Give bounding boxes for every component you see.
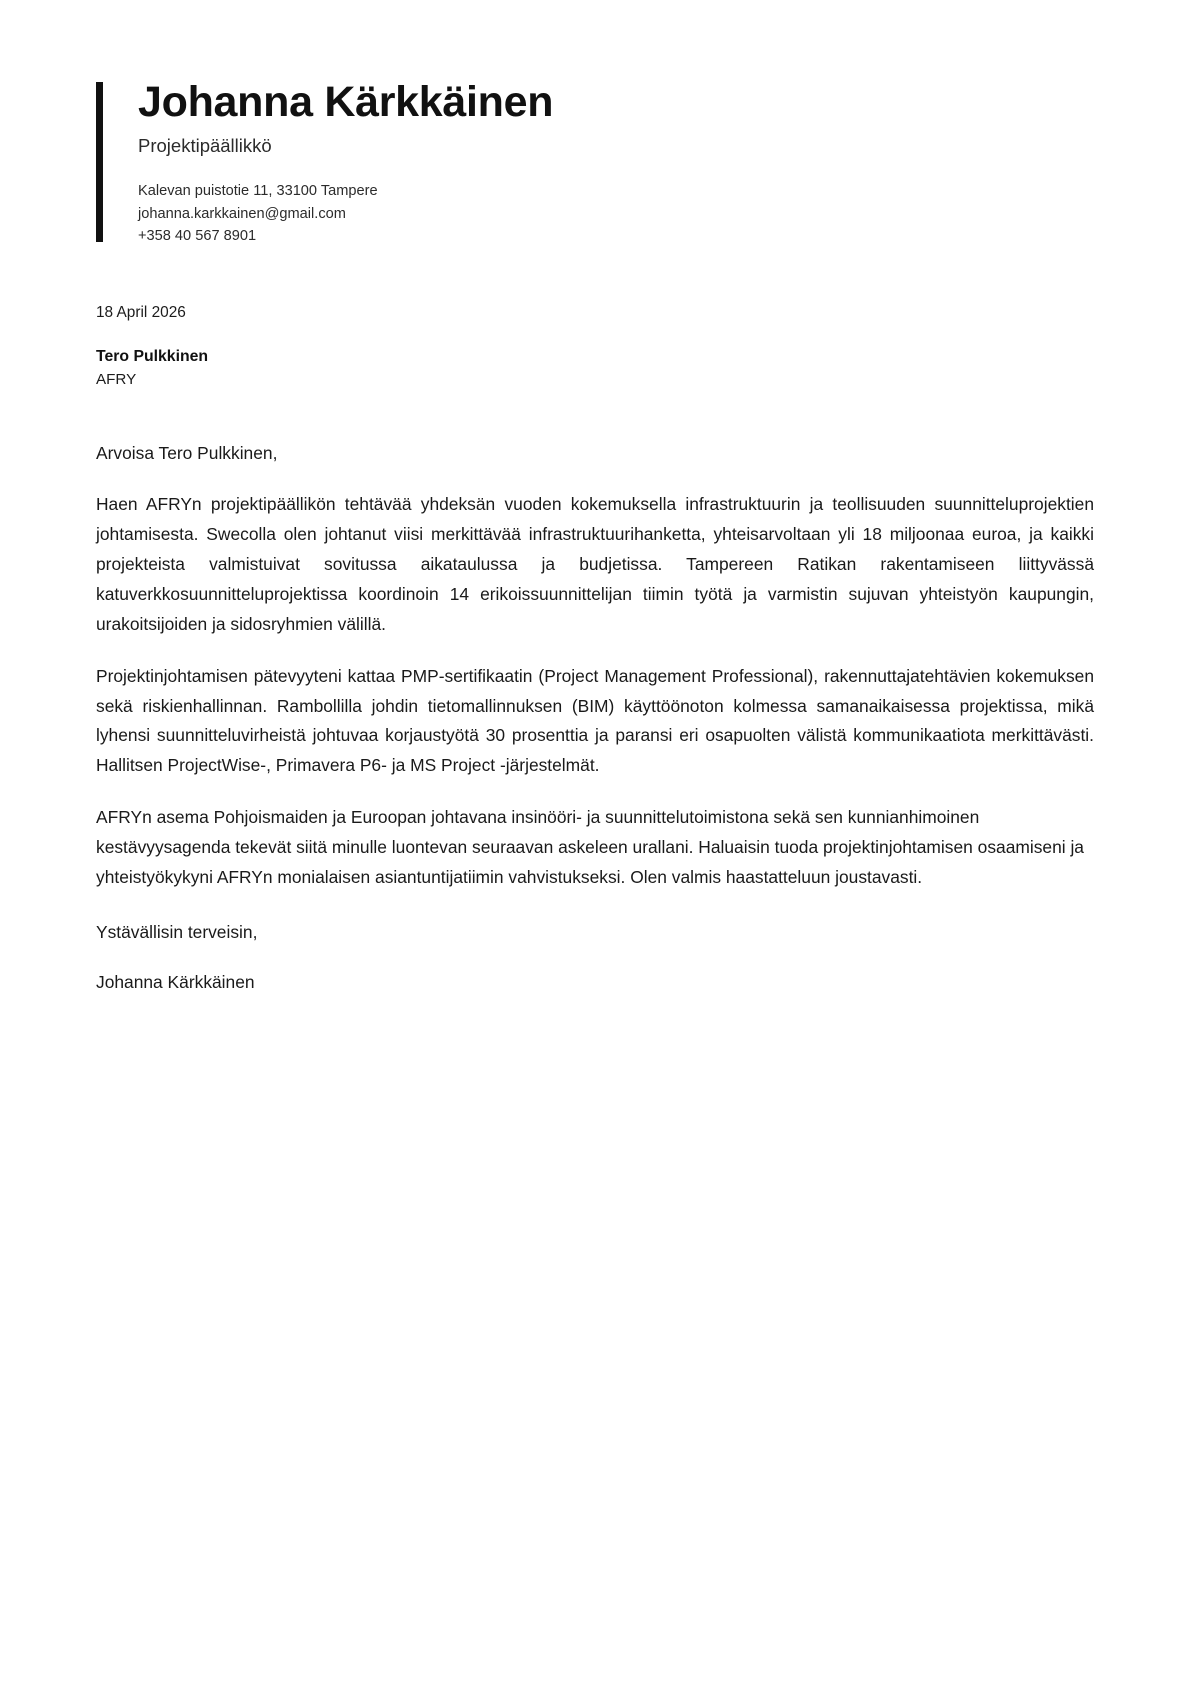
page-title: Johanna Kärkkäinen [138,78,554,126]
letter-header [96,78,1094,248]
contact-email[interactable]: johanna.karkkainen@gmail.com [138,205,346,222]
body-paragraph-3: AFRYn asema Pohjoismaiden ja Euroopan johtavana insinööri- ja suunnittelutoimistona sekä sen kunnianhimoinen kestävyysagenda tekevät siitä minulle luontevan seuraavan askeleen urallani. Haluaisin tuoda projektinjohtamisen osaamiseni ja yhteistyökykyni AFRYn monialaisen asiantuntijatiimin vahvistukseksi. Olen valmis haastatteluun joustavasti. [96,807,1084,888]
salutation: Arvoisa Tero Pulkkinen, [96,443,278,464]
contact-address: Kalevan puistotie 11, 33100 Tampere [138,183,378,200]
letter-body [96,440,1094,997]
recipient-name: Tero Pulkkinen [96,348,209,366]
closing-line: Ystävällisin terveisin, [96,922,258,943]
body-paragraph-1: Haen AFRYn projektipäällikön tehtävää yhdeksän vuoden kokemuksella infrastruktuurin ja teollisuuden suunnitteluprojektien johtamisesta. Swecolla olen johtanut viisi merkittävää infrastruktuurihanketta, yhteisarvoltaan yli 18 miljoonaa euroa, ja kaikki projekteista valmistuivat sovitussa aikataulussa ja budjetissa. Tampereen Ratikan rakentamiseen liittyvässä katuverkkosuunnitteluprojektissa koordinoin 14 erikoissuunnittelijan tiimin työtä ja varmistin sujuvan yhteistyön kaupungin, urakoitsijoiden ja sidosryhmien välillä. [96,493,1094,634]
header-accent-bar [96,82,103,242]
letter-meta [96,304,1094,388]
signature-name: Johanna Kärkkäinen [96,971,255,992]
recipient-company: AFRY [96,371,137,389]
body-paragraph-2: Projektinjohtamisen pätevyyteni kattaa PMP-sertifikaatin (Project Management Professional), rakennuttajatehtävien kokemuksen sekä riskienhallinnan. Rambollilla johdin tietomallinnuksen (BIM) käyttöönoton kolmessa samanaikaisessa projektissa, mikä lyhensi suunnitteluvirheistä johtuvaa korjaustyötä 30 prosenttia ja paransi eri osapuolten välistä kommunikaatiota merkittävästi. Hallitsen ProjectWise-, Primavera P6- ja MS Project -järjestelmät. [96,665,1094,776]
letter-date: 18 April 2026 [96,304,186,322]
job-role: Projektipäällikkö [138,135,272,157]
contact-phone[interactable]: +358 40 567 8901 [138,228,257,245]
